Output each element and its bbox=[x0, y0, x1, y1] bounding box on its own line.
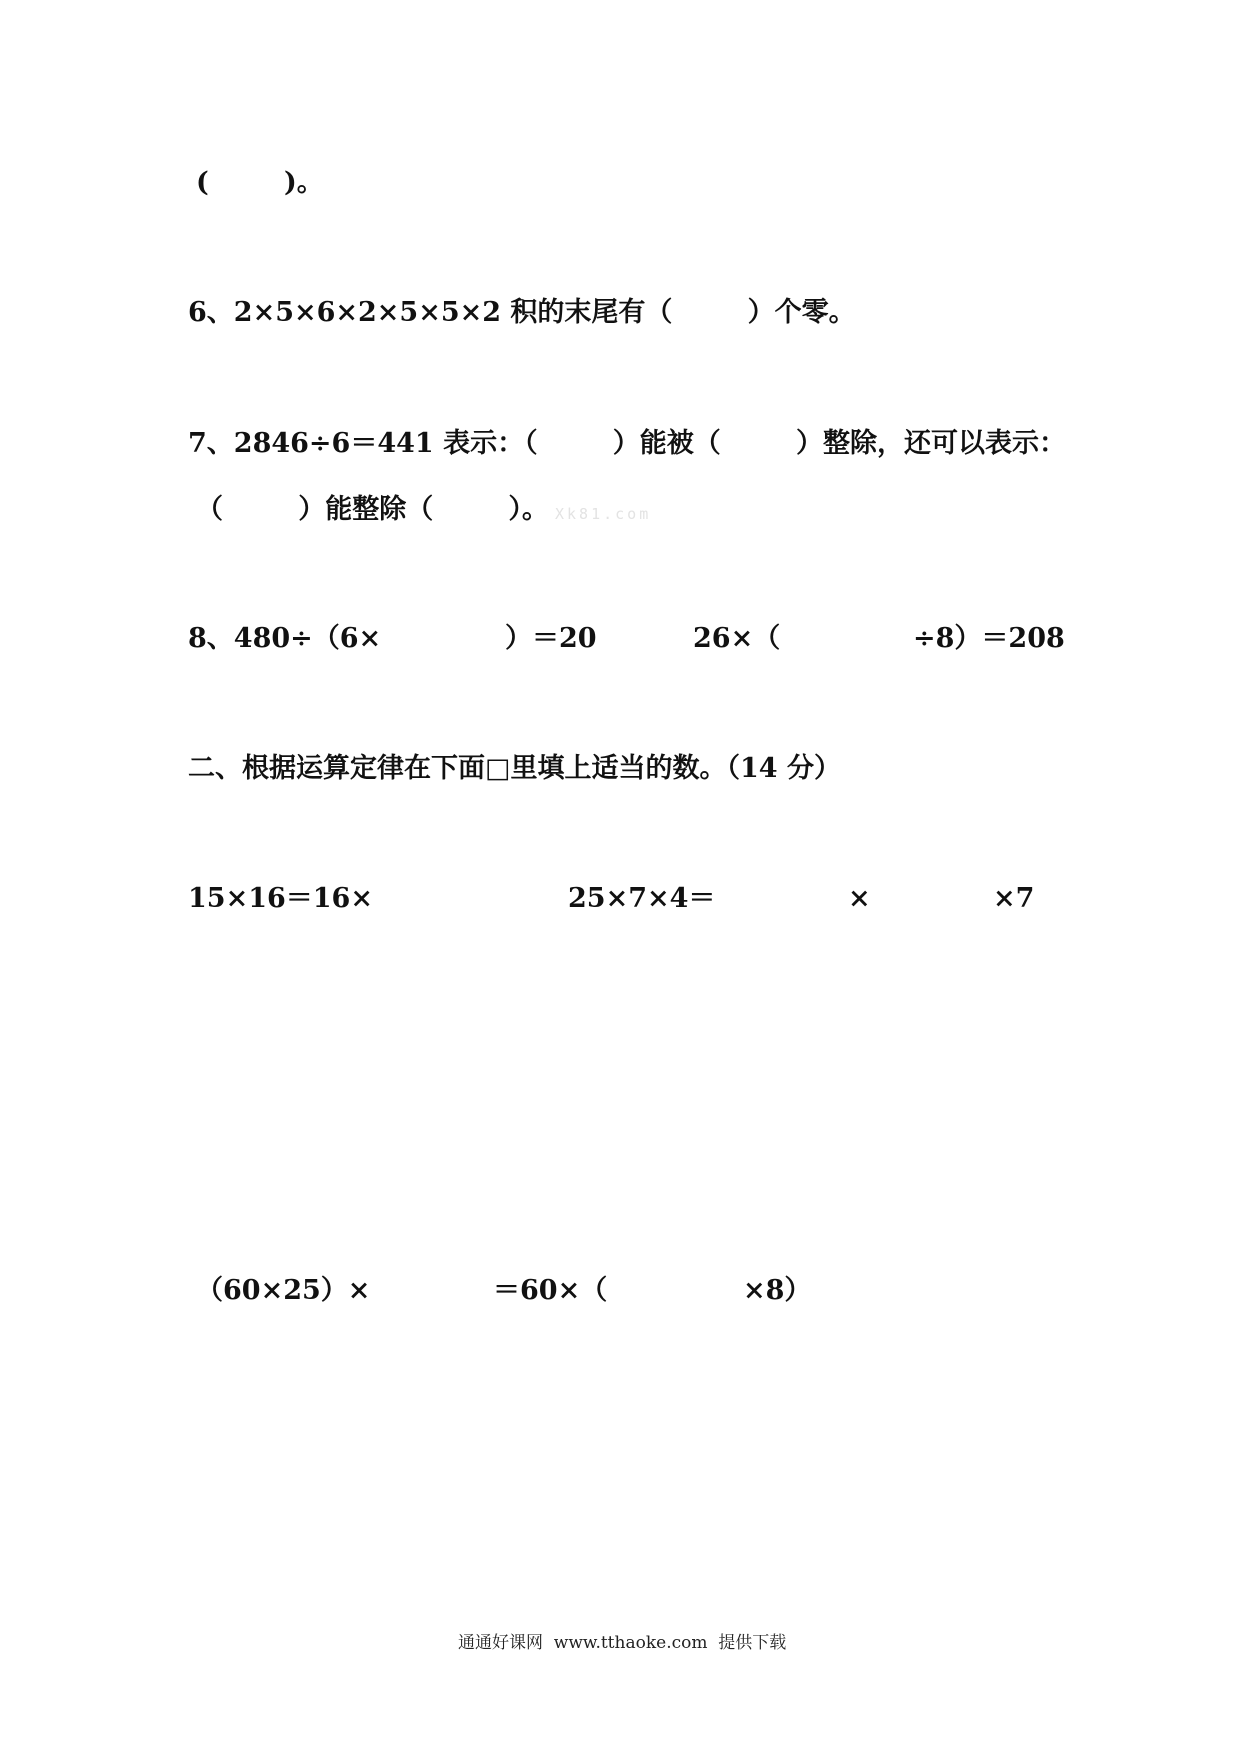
watermark: Xk81.com bbox=[555, 505, 652, 523]
exercise-2-part-b: ＝60×（ bbox=[493, 1275, 608, 1306]
question-6: 6、2×5×6×2×5×5×2 积的末尾有（ ）个零。 bbox=[188, 297, 856, 328]
question-8-right-part-a: 26×（ bbox=[693, 623, 781, 654]
question-8-right-part-b: ÷8）＝208 bbox=[913, 623, 1065, 654]
exercise-1-right-part-b: × bbox=[848, 883, 871, 914]
question-8-left-part-b: ）＝20 bbox=[505, 623, 597, 654]
exercise-2-part-c: ×8） bbox=[743, 1275, 812, 1306]
question-7-line-2: （ ）能整除（ ）。 bbox=[196, 494, 549, 525]
exercise-1-right-part-c: ×7 bbox=[993, 883, 1035, 914]
footer-download-note: 通通好课网 www.tthaoke.com 提供下载 bbox=[458, 1633, 787, 1653]
exercise-1-right-part-a: 25×7×4＝ bbox=[568, 883, 716, 914]
question-7-line-1: 7、2846÷6＝441 表示：（ ）能被（ ）整除，还可以表示： bbox=[188, 428, 1066, 459]
question-8-left-part-a: 8、480÷（6× bbox=[188, 623, 382, 654]
section-2-heading: 二、根据运算定律在下面□里填上适当的数。（14 分） bbox=[188, 753, 841, 784]
question-5-tail: ( )。 bbox=[196, 167, 324, 198]
exercise-2-part-a: （60×25）× bbox=[196, 1275, 371, 1306]
exercise-1-left: 15×16＝16× bbox=[188, 883, 373, 914]
